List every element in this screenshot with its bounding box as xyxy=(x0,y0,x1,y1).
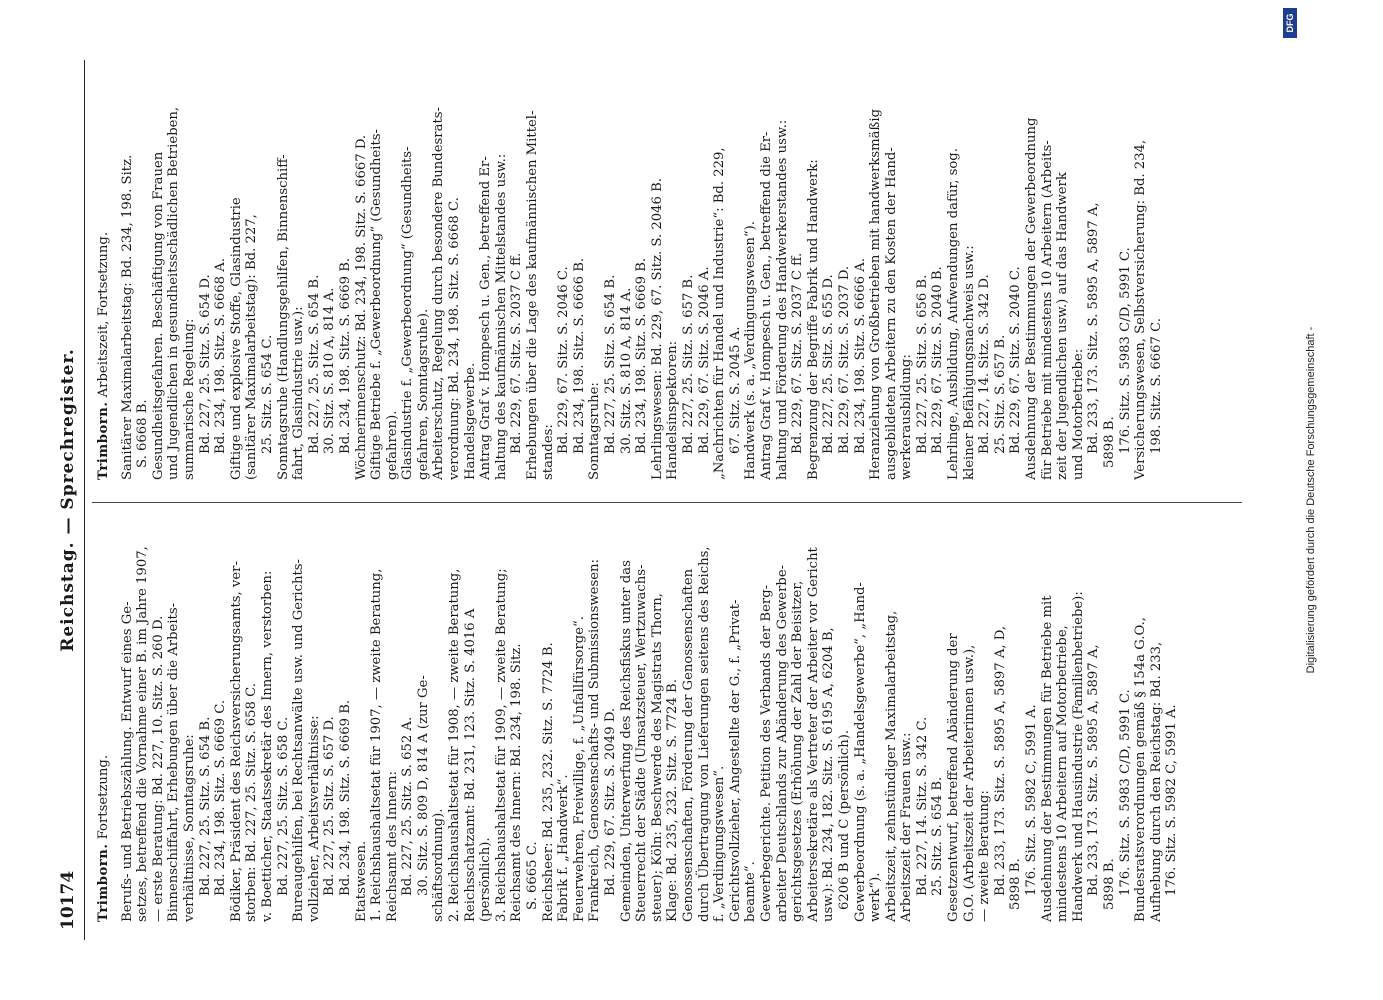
index-line: Gesundheitsgefahren. Beschäftigung von Frauen xyxy=(150,151,166,480)
index-line: Bd. 229, 67. Sitz. S. 2037 C ff. xyxy=(790,252,806,454)
index-line: fahrt, Glasindustrie usw.): xyxy=(291,306,307,480)
index-line: summarische Regelung: xyxy=(181,318,197,480)
index-line: Bd. 234, 198. Sitz. S. 6666 B. xyxy=(571,257,587,454)
index-line: Arbeiterschutz, Regelung durch besondere Bundesrats- xyxy=(431,107,447,480)
index-line: Klage: Bd. 235, 232. Sitz. S. 7724 B. xyxy=(665,679,681,922)
index-line: S. 6668 B. xyxy=(135,399,151,468)
index-line: Bd. 234, 198. Sitz. S. 6669 B. xyxy=(337,257,353,454)
right-head-name: Trimborn. xyxy=(96,401,111,480)
index-line: 176. Sitz. S. 5983 C/D, 5991 C. xyxy=(1117,247,1133,454)
right-column-head xyxy=(96,60,112,480)
index-line: 25. Sitz. S. 654 C. xyxy=(259,334,275,454)
index-line: zeit der Jugendlichen usw.) auf das Handwerk xyxy=(1055,172,1071,480)
index-line: Handelsgewerbe. xyxy=(462,362,478,480)
index-line: Bd. 227, 25. Sitz. S. 654 B. xyxy=(306,274,322,454)
column-divider xyxy=(92,502,1242,503)
left-entries xyxy=(120,502,1180,922)
index-line: Gewerbeordnung (s. a. „Handelsgewerbe“, „Hand- xyxy=(852,582,868,922)
index-line: verhältnisse, Sonntagsruhe: xyxy=(181,734,197,922)
index-line: 176. Sitz. S. 5982 C, 5991 A. xyxy=(1164,704,1180,896)
index-line: und Jugendlichen in gesundheitsschädlichen Betrieben, xyxy=(166,106,182,480)
index-line: 6206 B und C (persönlich). xyxy=(836,729,852,910)
index-line: Gewerbegerichte. Petition des Verbands der Berg- xyxy=(758,584,774,922)
index-line: 5898 B. xyxy=(1102,416,1117,468)
left-head-cont: Fortsetzung. xyxy=(96,754,111,840)
index-line: Bd. 227, 25. Sitz. S. 656 B. xyxy=(914,274,930,454)
index-line: Bd. 234, 198. Sitz. S. 6668 A. xyxy=(213,258,229,454)
index-line: G.O. (Arbeitszeit der Arbeiterinnen usw.), xyxy=(961,644,977,922)
index-line: Erhebungen über die Lage des kaufmännischen Mittel- xyxy=(525,110,541,480)
index-line: steuer); Köln: Beschwerde des Magistrats Thorn, xyxy=(649,593,665,922)
index-line: Lehrlinge, Ausbildung, Aufwendungen dafür, sog. xyxy=(946,148,962,480)
index-line: f. „Verdingungswesen“. xyxy=(712,765,728,922)
index-line: vollzieher, Arbeitsverhältnisse: xyxy=(306,715,322,922)
index-line: — zweite Beratung: xyxy=(977,790,993,922)
digitization-note: Digitalisierung gefördert durch die Deutsche Forschungsgemeinschaft - xyxy=(1305,326,1317,674)
dfg-logo: DFG xyxy=(1283,8,1297,38)
index-line: Bd. 229, 67. Sitz. S. 2046 A. xyxy=(696,266,712,454)
index-line: Gesetzentwurf, betreffend Abänderung der xyxy=(946,633,962,922)
index-line: (persönlich). xyxy=(478,837,494,922)
index-line: 3. Reichshaushaltsetat für 1909, — zweite Beratung; xyxy=(493,568,509,922)
index-line: Bd. 227, 25. Sitz. S. 654 D. xyxy=(197,274,213,454)
index-line: und Motorbetriebe: xyxy=(1070,348,1086,480)
index-line: S. 6665 C. xyxy=(525,841,541,910)
index-line: Sonntagsruhe (Handlungsgehilfen, Binnenschiff- xyxy=(275,154,291,480)
index-line: Bd. 229, 67. Sitz. S. 2049 D. xyxy=(603,707,618,896)
index-line: Wöchnerinnenschutz: Bd. 234, 198. Sitz. S. 6667 D. xyxy=(353,134,369,480)
index-line: durch Übertragung von Lieferungen seitens des Reichs, xyxy=(696,546,712,922)
index-line: Bd. 234, 198. Sitz. S. 6669 B. xyxy=(634,257,650,454)
index-line: arbeiter Deutschlands zur Abänderung des Gewerbe- xyxy=(774,564,790,922)
index-line: Begrenzung der Begriffe Fabrik und Handwerk: xyxy=(805,159,821,480)
index-line: 25. Sitz. S. 654 B. xyxy=(930,776,946,896)
index-line: Bd. 227, 25. Sitz. S. 658 C. xyxy=(275,716,291,896)
index-line: setzes, betreffend die Vornahme einer B. im Jahre 1907, xyxy=(135,546,151,922)
index-line: (sanitärer Maximalarbeitstag): Bd. 227, xyxy=(244,214,260,480)
index-line: Sonntagsruhe: xyxy=(587,382,603,480)
page-title: Reichstag. — Sprechregister. xyxy=(58,348,78,652)
index-line: Giftige Betriebe f. „Gewerbeordnung“ (Gesundheits- xyxy=(369,128,385,480)
index-line: usw.): Bd. 234, 182. Sitz. S. 6195 A, 6204 B, xyxy=(821,627,837,922)
index-line: storben: Bd. 227, 25. Sitz. S. 658 C. xyxy=(244,683,260,922)
index-line: Gemeinden, Unterwerfung des Reichsfiskus unter das xyxy=(618,560,634,922)
index-line: Fabrik f. „Handwerk“. xyxy=(556,774,572,922)
index-line: werk“). xyxy=(868,872,884,922)
index-line: Bd. 227, 25. Sitz. S. 655 D. xyxy=(821,274,837,454)
index-line: Reichsheer: Bd. 235, 232. Sitz. S. 7724 B. xyxy=(540,642,556,922)
index-line: Heranziehung von Großbetrieben mit handwerksmäßig xyxy=(868,108,884,480)
index-line: Bd. 233, 173. Sitz. S. 5895 A, 5897 A, xyxy=(1086,202,1102,454)
index-line: Arbeitszeit der Frauen usw.: xyxy=(899,732,915,922)
index-line: Ausdehnung der Bestimmungen für Betriebe mit xyxy=(1039,595,1055,922)
index-line: v. Boetticher, Staatssekretär des Innern, verstorben: xyxy=(259,570,275,922)
left-column-head xyxy=(96,502,112,922)
index-line: kleiner Befähigungsnachweis usw.: xyxy=(961,245,977,480)
index-line: Bd. 227, 25. Sitz. S. 654 B. xyxy=(197,716,213,896)
index-line: 176. Sitz. S. 5982 C, 5991 A. xyxy=(1024,704,1040,896)
index-line: Reichsamt des Innern: xyxy=(384,771,400,922)
page-number: 10174 xyxy=(58,870,78,930)
index-line: Arbeitszeit, zehnstündiger Maximalarbeitstag, xyxy=(883,610,899,922)
index-line: gefahren, Sonntagsruhe). xyxy=(415,308,431,480)
index-line: Reichsschatzamt: Bd. 231, 123. Sitz. S. 4016 A xyxy=(462,608,478,922)
index-line: 30. Sitz. S. 810 A, 814 A. xyxy=(618,287,634,454)
index-line: ausgebildeten Arbeitern zu den Kosten der Hand- xyxy=(883,147,899,480)
index-line: 2. Reichshaushaltsetat für 1908, — zweite Beratung, xyxy=(447,568,463,922)
index-line: Giftige und explosive Stoffe, Glasindustrie xyxy=(228,197,244,480)
index-line: Bd. 227, 25. Sitz. S. 654 B. xyxy=(603,274,618,454)
left-head-name: Trimborn. xyxy=(96,843,111,922)
index-line: Bd. 234, 198. Sitz. S. 6669 C. xyxy=(213,699,229,896)
index-line: Etatswesen. xyxy=(353,840,369,922)
index-line: mindestens 10 Arbeitern auf Motorbetriebe, xyxy=(1055,625,1071,922)
index-line: Bundesratsverordnungen gemäß § 154a G.O., xyxy=(1133,617,1149,922)
index-line: Lehrlingswesen: Bd. 229, 67. Sitz. S. 2046 B. xyxy=(649,178,665,480)
index-line: 30. Sitz. S. 809 D, 814 A (zur Ge- xyxy=(415,675,431,896)
index-line: beamte“. xyxy=(743,861,759,922)
index-line: Bd. 233, 173. Sitz. S. 5895 A, 5897 A, xyxy=(1086,644,1102,896)
index-line: gerichtsgesetzes (Erhöhung der Zahl der Beisitzer, xyxy=(790,580,806,922)
index-line: Bd. 233, 173. Sitz. S. 5895 A, 5897 A, D, xyxy=(992,625,1008,896)
index-line: Reichsamt des Innern: Bd. 234, 198. Sitz. xyxy=(509,643,525,922)
index-line: Bd. 227, 14. Sitz. S. 342 D. xyxy=(977,274,993,454)
left-column xyxy=(92,502,1232,922)
index-line: Bd. 229, 67. Sitz. S. 2040 B. xyxy=(930,266,946,454)
right-head-cont: Arbeitszeit, Fortsetzung. xyxy=(96,231,111,398)
index-line: 5898 B. xyxy=(1102,858,1117,910)
index-line: Bd. 234, 198. Sitz. S. 6666 A. xyxy=(852,258,868,454)
index-line: Bd. 227, 14. Sitz. S. 342 C. xyxy=(914,716,930,896)
index-line: 198. Sitz. S. 6667 C. xyxy=(1148,318,1164,454)
index-line: Bd. 229, 67. Sitz. S. 2040 C. xyxy=(1008,266,1024,454)
index-line: Bd. 227, 25. Sitz. S. 657 B. xyxy=(680,274,696,454)
index-line: Bd. 234, 198. Sitz. S. 6669 B. xyxy=(337,699,353,896)
index-line: Genossenschaften, Förderung der Genossenschaften xyxy=(680,568,696,922)
index-line: „Nachrichten für Handel und Industrie“: Bd. 229, xyxy=(712,147,728,480)
index-line: Handwerk und Hausindustrie (Familienbetriebe): xyxy=(1070,591,1086,922)
index-line: 67. Sitz. S. 2045 A. xyxy=(727,326,743,454)
index-line: Berufs- und Betriebszählung. Entwurf eines Ge- xyxy=(119,601,135,922)
index-line: Aufhebung durch den Reichstag: Bd. 233, xyxy=(1148,641,1164,922)
index-line: Ausdehnung der Bestimmungen der Gewerbeordnung xyxy=(1024,117,1040,480)
index-line: Bödiker, Präsident des Reichsversicherungsamts, ver- xyxy=(228,561,244,922)
index-line: verordnung: Bd. 234, 198. Sitz. S. 6668 C. xyxy=(447,197,463,480)
index-line: Bureaugehilfen, bei Rechtsanwälte usw. und Gerichts- xyxy=(291,559,307,922)
index-line: Handelsinspektoren: xyxy=(665,340,681,480)
index-line: Bd. 229, 67. Sitz. S. 2037 D. xyxy=(836,265,852,454)
index-line: Glasindustrie f. „Gewerbeordnung“ (Gesundheits- xyxy=(400,146,416,480)
index-line: Arbeitersekretäre als Vertreter der Arbeiter vor Gericht xyxy=(805,547,821,922)
index-line: 30. Sitz. S. 810 A, 814 A. xyxy=(322,287,338,454)
index-line: Antrag Graf v. Hompesch u. Gen., betreffend Er- xyxy=(478,156,494,480)
index-line: Handwerk (s. a. „Verdingungswesen“). xyxy=(743,221,759,480)
index-line: werkerausbildung: xyxy=(899,354,915,480)
index-line: 1. Reichshaushaltsetat für 1907, — zweite Beratung, xyxy=(369,568,385,922)
index-line: für Betriebe mit mindestens 10 Arbeitern (Arbeits- xyxy=(1039,140,1055,480)
right-entries xyxy=(120,60,1165,480)
right-column xyxy=(92,60,1232,480)
index-line: 176. Sitz. S. 5983 C/D, 5991 C. xyxy=(1117,689,1133,896)
index-line: Bd. 227, 25. Sitz. S. 652 A. xyxy=(400,716,416,896)
index-line: — erste Beratung: Bd. 227, 10. Sitz. S. 260 D. xyxy=(150,615,166,922)
index-line: Versicherungswesen, Selbstversicherung: Bd. 234, xyxy=(1133,139,1149,480)
index-line: Binnenschiffahrt, Erhebungen über die Arbeits- xyxy=(166,602,182,922)
index-line: Feuerwehren, Freiwillige, f. „Unfallfürsorge“. xyxy=(571,616,587,922)
index-line: 25. Sitz. S. 657 B. xyxy=(992,334,1008,454)
index-line: schäftsordnung). xyxy=(431,808,447,922)
index-line: Bd. 229, 67. Sitz. S. 2046 C. xyxy=(556,266,572,454)
index-line: gefahren). xyxy=(384,410,400,480)
index-line: Steuerrecht der Städte (Umsatzsteuer, Wertzuwachs- xyxy=(634,564,650,922)
index-line: Bd. 229, 67. Sitz. S. 2037 C ff. xyxy=(509,252,525,454)
index-line: Bd. 227, 25. Sitz. S. 657 D. xyxy=(322,716,338,896)
index-line: 5898 B. xyxy=(1008,858,1024,910)
index-line: Antrag Graf v. Hompesch u. Gen., betreffend die Er- xyxy=(758,131,774,480)
index-line: Gerichtsvollzieher, Angestellte der G., f. „Privat- xyxy=(727,599,743,922)
index-line: standes: xyxy=(540,424,556,480)
index-line: haltung des kaufmännischen Mittelstandes usw.: xyxy=(493,153,509,480)
header-rule xyxy=(84,60,85,940)
index-line: Sanitärer Maximalarbeitstag: Bd. 234, 198. Sitz. xyxy=(119,154,135,480)
index-line: Frankreich, Genossenschafts- und Submissionswesen: xyxy=(587,559,603,922)
index-line: haltung und Förderung des Handwerkerstandes usw.: xyxy=(774,119,790,480)
